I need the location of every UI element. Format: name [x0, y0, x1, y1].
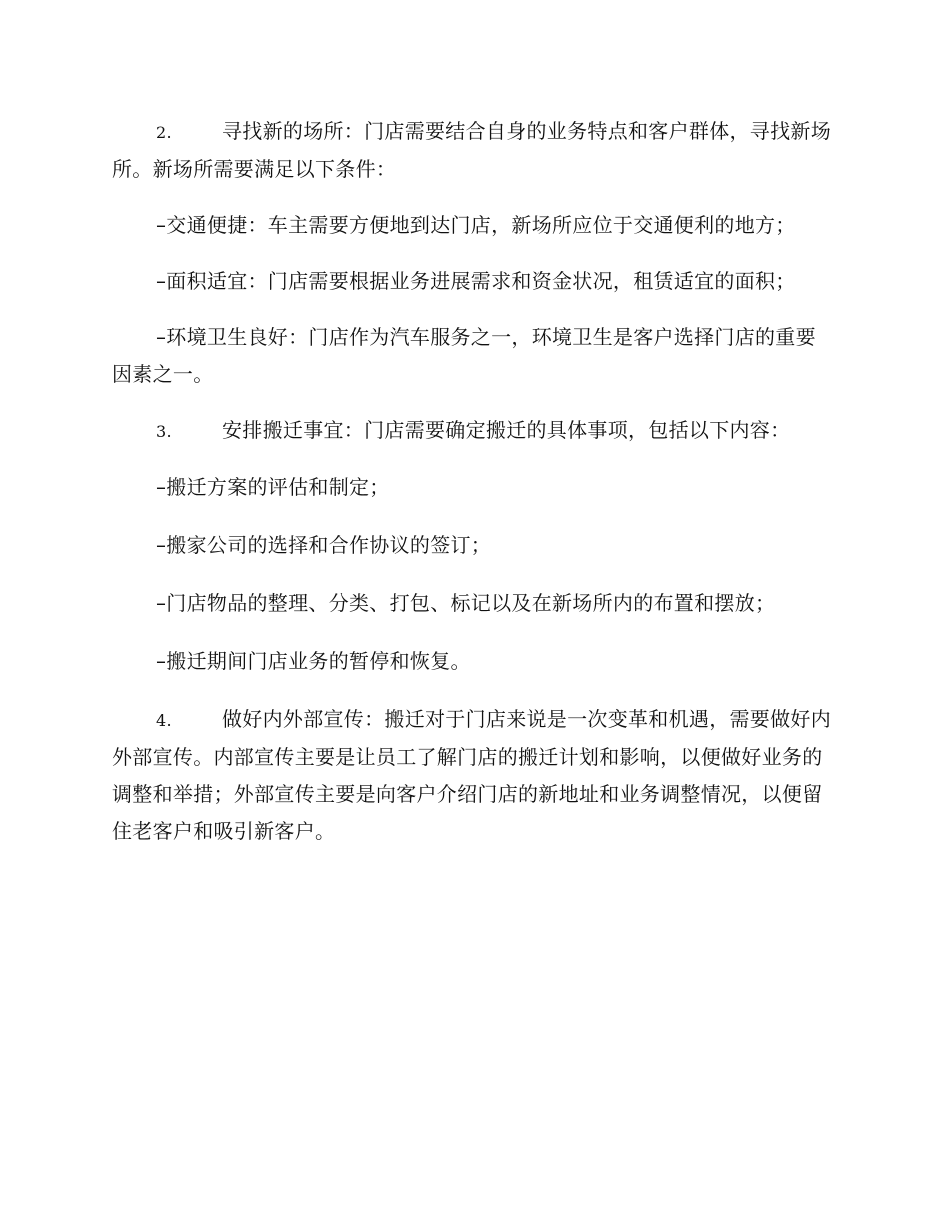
- bullet-environment: –环境卫生良好：门店作为汽车服务之一，环境卫生是客户选择门店的重要因素之一。: [112, 325, 816, 386]
- bullet-moving-company: –搬家公司的选择和合作协议的签订；: [156, 533, 492, 557]
- bullet-plan: –搬迁方案的评估和制定；: [156, 475, 390, 499]
- bullet-business-pause: –搬迁期间门店业务的暂停和恢复。: [156, 649, 471, 673]
- document-body: [112, 113, 836, 869]
- section-3-text: 安排搬迁事宜：门店需要确定搬迁的具体事项，包括以下内容：: [222, 418, 791, 442]
- section-3-paragraph: [112, 412, 836, 450]
- section-4-paragraph: [112, 701, 836, 850]
- section-4-text: 做好内外部宣传：搬迁对于门店来说是一次变革和机遇，需要做好内外部宣传。内部宣传主要是让员工了解门店的搬迁计划和影响，以便做好业务的调整和举措；外部宣传主要是向客户介绍门店的新地址和业务调整情况，以便留住老客户和吸引新客户。: [112, 707, 831, 843]
- bullet-area: –面积适宜：门店需要根据业务进展需求和资金状况，租赁适宜的面积；: [156, 269, 796, 293]
- section-3-number: 3.: [156, 422, 172, 441]
- section-4-number: 4.: [156, 711, 172, 730]
- section-2-paragraph: [112, 113, 836, 188]
- bullet-transport: –交通便捷：车主需要方便地到达门店，新场所应位于交通便利的地方；: [156, 213, 796, 237]
- bullet-items: –门店物品的整理、分类、打包、标记以及在新场所内的布置和摆放；: [156, 591, 776, 615]
- section-2-number: 2.: [156, 123, 172, 142]
- section-2-text: 寻找新的场所：门店需要结合自身的业务特点和客户群体，寻找新场所。新场所需要满足以下条件：: [112, 119, 831, 181]
